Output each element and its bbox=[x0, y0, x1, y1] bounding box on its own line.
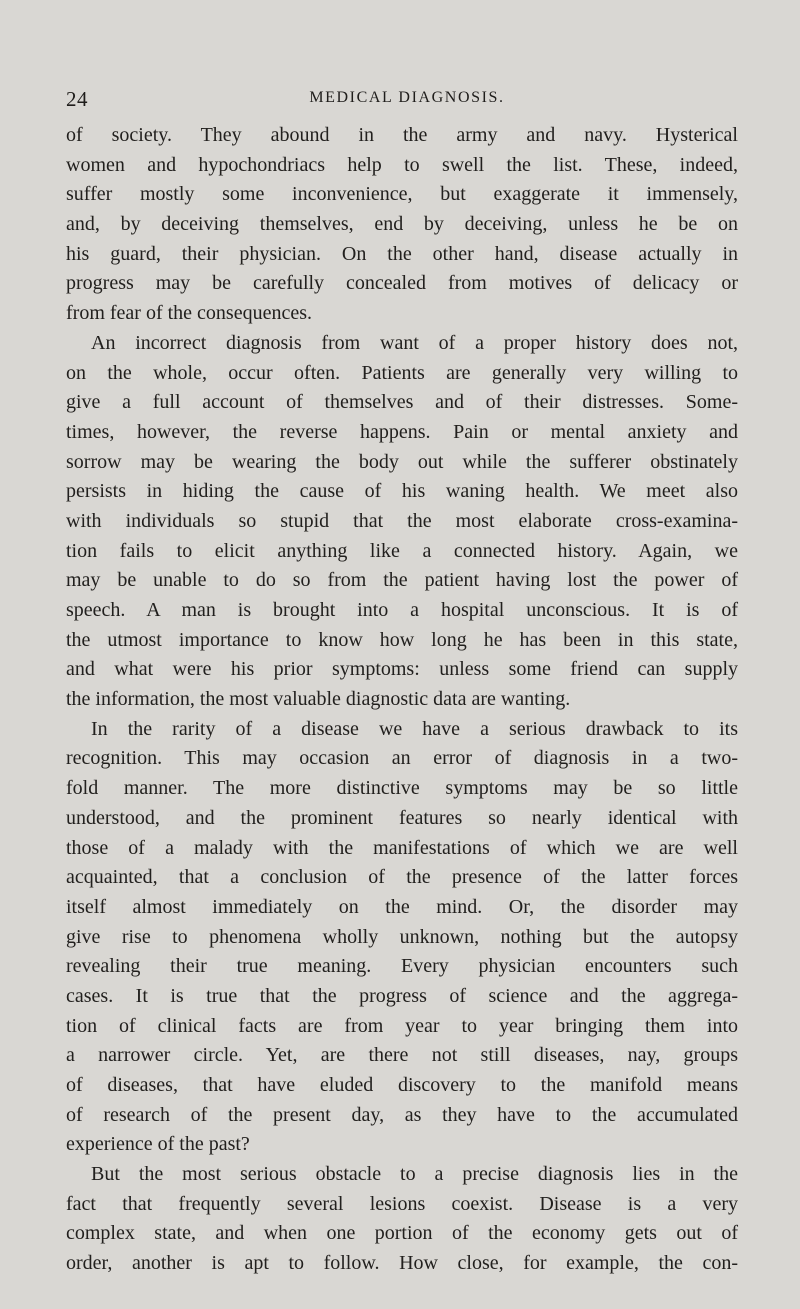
text-line: An incorrect diagnosis from want of a proper history does not, bbox=[91, 331, 738, 354]
text-line: on the whole, occur often. Patients are generally very willing to bbox=[66, 361, 738, 384]
text-line: women and hypochondriacs help to swell the list. These, indeed, bbox=[66, 153, 738, 176]
text-line: In the rarity of a disease we have a serious drawback to its bbox=[91, 717, 738, 740]
text-line: fold manner. The more distinctive symptoms may be so little bbox=[66, 777, 738, 800]
text-line: from fear of the consequences. bbox=[66, 302, 312, 325]
running-head-title: MEDICAL DIAGNOSIS. bbox=[309, 89, 505, 106]
text-line: acquainted, that a conclusion of the presence of the latter forces bbox=[66, 866, 738, 889]
text-line: with individuals so stupid that the most elaborate cross-examina- bbox=[66, 509, 738, 532]
text-line: revealing their true meaning. Every physician encounters such bbox=[66, 955, 738, 978]
text-line: his guard, their physician. On the other hand, disease actually in bbox=[66, 242, 738, 265]
text-line: those of a malady with the manifestations of which we are well bbox=[66, 836, 738, 859]
text-line: tion fails to elicit anything like a connected history. Again, we bbox=[66, 539, 738, 562]
text-line: understood, and the prominent features so nearly identical with bbox=[66, 806, 738, 829]
text-line: But the most serious obstacle to a precise diagnosis lies in the bbox=[91, 1163, 738, 1186]
text-line: persists in hiding the cause of his waning health. We meet also bbox=[66, 480, 738, 503]
text-line: cases. It is true that the progress of science and the aggrega- bbox=[66, 984, 738, 1007]
text-line: of research of the present day, as they have to the accumulated bbox=[66, 1103, 738, 1126]
text-line: times, however, the reverse happens. Pain or mental anxiety and bbox=[66, 420, 738, 443]
body-text bbox=[66, 121, 738, 1279]
text-line: itself almost immediately on the mind. Or, the disorder may bbox=[66, 895, 738, 918]
text-line: and what were his prior symptoms: unless some friend can supply bbox=[66, 658, 738, 681]
text-line: give rise to phenomena wholly unknown, nothing but the autopsy bbox=[66, 925, 738, 948]
text-line: the utmost importance to know how long he has been in this state, bbox=[66, 628, 738, 651]
text-line: order, another is apt to follow. How close, for example, the con- bbox=[66, 1252, 738, 1275]
text-line: give a full account of themselves and of their distresses. Some- bbox=[66, 391, 738, 414]
text-line: complex state, and when one portion of the economy gets out of bbox=[66, 1222, 738, 1245]
text-line: experience of the past? bbox=[66, 1133, 250, 1156]
text-line: a narrower circle. Yet, are there not still diseases, nay, groups bbox=[66, 1044, 738, 1067]
text-line: tion of clinical facts are from year to year bringing them into bbox=[66, 1014, 738, 1037]
page-number: 24 bbox=[66, 87, 88, 111]
running-head bbox=[66, 87, 738, 111]
text-line: of society. They abound in the army and navy. Hysterical bbox=[66, 124, 738, 146]
text-line: recognition. This may occasion an error of diagnosis in a two- bbox=[66, 747, 738, 770]
text-line: suffer mostly some inconvenience, but exaggerate it immensely, bbox=[66, 183, 738, 206]
text-line: sorrow may be wearing the body out while the sufferer obstinately bbox=[66, 450, 738, 473]
text-line: speech. A man is brought into a hospital unconscious. It is of bbox=[66, 599, 738, 621]
text-line: and, by deceiving themselves, end by deceiving, unless he be on bbox=[66, 213, 738, 236]
text-line: may be unable to do so from the patient having lost the power of bbox=[66, 569, 738, 592]
text-line: of diseases, that have eluded discovery to the manifold means bbox=[66, 1074, 738, 1096]
text-line: the information, the most valuable diagnostic data are wanting. bbox=[66, 688, 571, 711]
text-line: fact that frequently several lesions coexist. Disease is a very bbox=[66, 1192, 738, 1215]
text-line: progress may be carefully concealed from motives of delicacy or bbox=[66, 272, 738, 295]
